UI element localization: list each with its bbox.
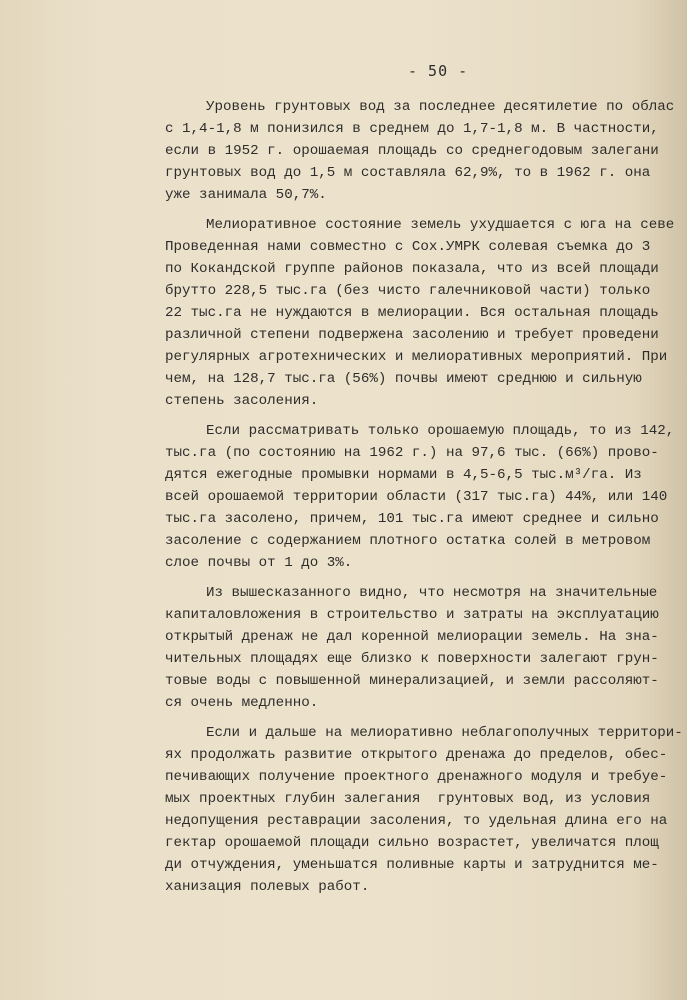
text-line: Проведенная нами совместно с Сох.УМРК солевая съемка до 3 <box>165 239 651 255</box>
text-line: различной степени подвержена засолению и требует проведени <box>165 327 659 343</box>
text-line: Из вышесказанного видно, что несмотря на значительные <box>206 585 658 601</box>
document-body <box>165 96 687 898</box>
text-line: печивающих получение проектного дренажного модуля и требуе- <box>165 769 668 785</box>
text-line: Если и дальше на мелиоративно неблагополучных территори- <box>206 725 683 741</box>
text-line: слое почвы от 1 до 3%. <box>165 555 353 571</box>
text-line: ся очень медленно. <box>165 695 319 711</box>
text-line: тыс.га (по состоянию на 1962 г.) на 97,6 тыс. (66%) прово- <box>165 445 659 461</box>
page-number: - 50 - <box>408 62 469 80</box>
text-line: брутто 228,5 тыс.га (без чисто галечниковой части) только <box>165 283 651 299</box>
text-line: грунтовых вод до 1,5 м составляла 62,9%, то в 1962 г. она <box>165 165 651 181</box>
text-line: засоление с содержанием плотного остатка солей в метровом <box>165 533 651 549</box>
text-line: недопущения реставрации засоления, то удельная длина его на <box>165 813 668 829</box>
text-line: если в 1952 г. орошаемая площадь со среднегодовым залегани <box>165 143 659 159</box>
text-line: степень засоления. <box>165 393 319 409</box>
text-line: тыс.га засолено, причем, 101 тыс.га имеют среднее и сильно <box>165 511 659 527</box>
text-line: ди отчуждения, уменьшатся поливные карты и затруднится ме- <box>165 857 659 873</box>
text-line: ях продолжать развитие открытого дренажа до пределов, обес- <box>165 747 668 763</box>
text-line: Уровень грунтовых вод за последнее десятилетие по облас <box>206 99 675 115</box>
text-line: ханизация полевых работ. <box>165 879 370 895</box>
text-line: открытый дренаж не дал коренной мелиорации земель. На зна- <box>165 629 659 645</box>
text-line: Мелиоративное состояние земель ухудшается с юга на севе <box>206 217 675 233</box>
text-line: 22 тыс.га не нуждаются в мелиорации. Вся остальная площадь <box>165 305 659 321</box>
text-line: чем, на 128,7 тыс.га (56%) почвы имеют среднюю и сильную <box>165 371 642 387</box>
text-line: уже занимала 50,7%. <box>165 187 327 203</box>
text-line: с 1,4-1,8 м понизился в среднем до 1,7-1,8 м. В частности, <box>165 121 659 137</box>
text-line: всей орошаемой территории области (317 тыс.га) 44%, или 140 <box>165 489 668 505</box>
text-line: по Кокандской группе районов показала, что из всей площади <box>165 261 659 277</box>
text-line: капиталовложения в строительство и затраты на эксплуатацию <box>165 607 659 623</box>
text-line: товые воды с повышенной минерализацией, и земли рассоляют- <box>165 673 659 689</box>
text-line: Если рассматривать только орошаемую площадь, то из 142, <box>206 423 675 439</box>
text-line: регулярных агротехнических и мелиоративных мероприятий. При <box>165 349 668 365</box>
text-line: чительных площадях еще близко к поверхности залегают грун- <box>165 651 659 667</box>
text-line: мых проектных глубин залегания грунтовых вод, из условия <box>165 791 651 807</box>
text-line: дятся ежегодные промывки нормами в 4,5-6,5 тыс.м³/га. Из <box>165 467 642 483</box>
text-line: гектар орошаемой площади сильно возрастет, увеличатся площ <box>165 835 659 851</box>
